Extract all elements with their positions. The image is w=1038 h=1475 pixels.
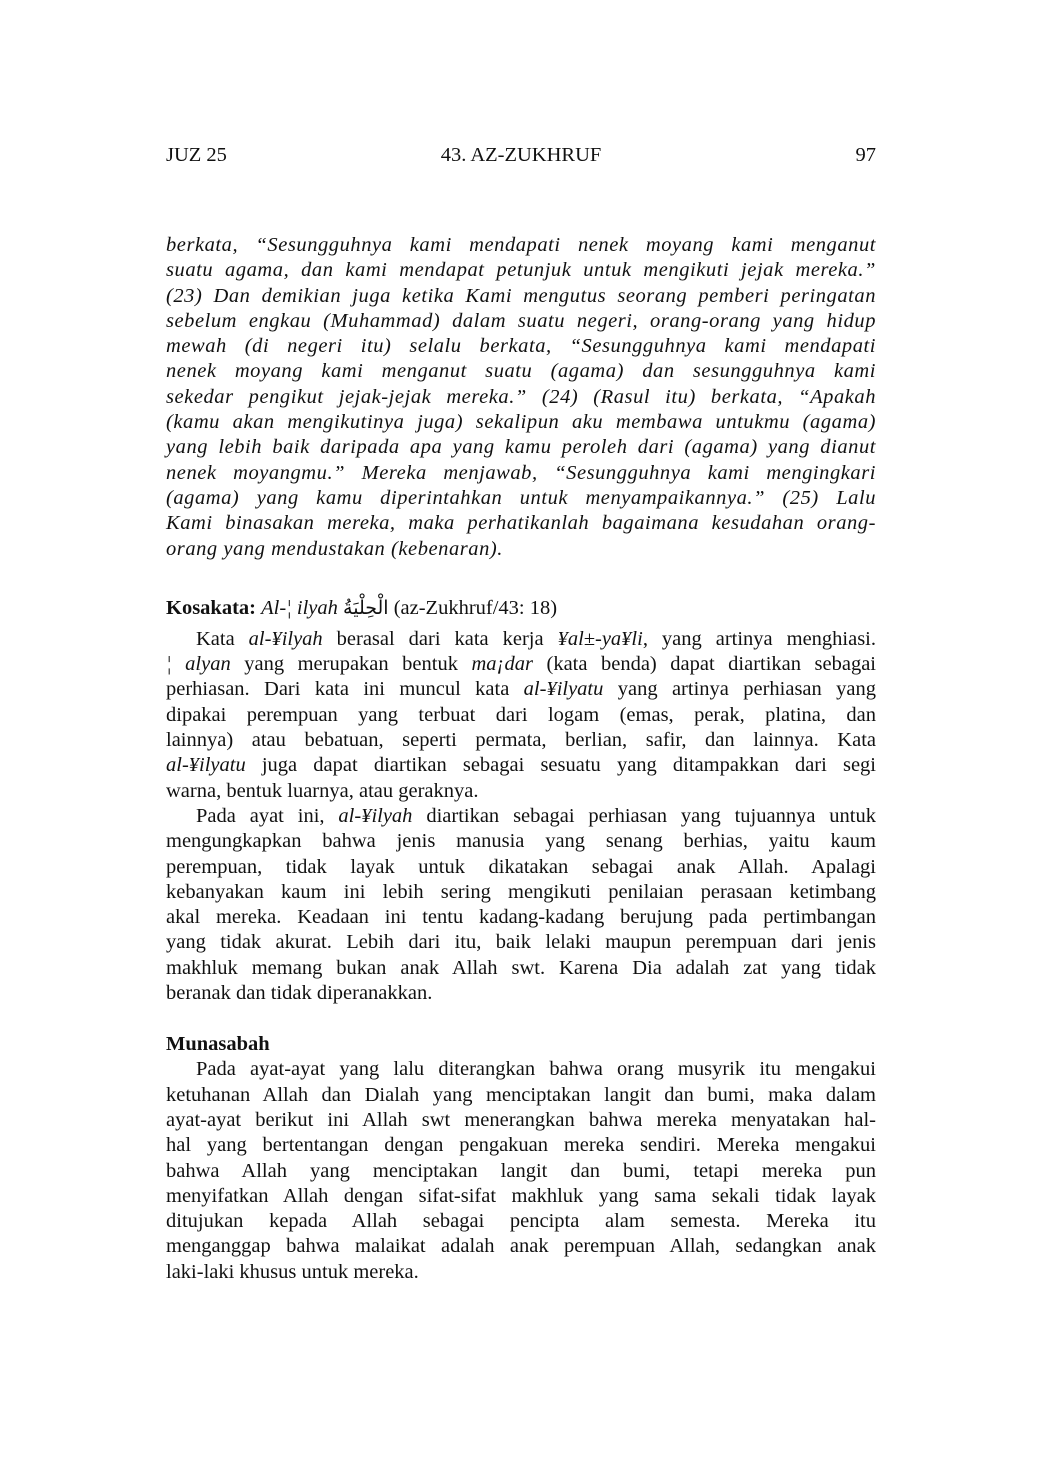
text-run: warna, bentuk luarnya, atau geraknya. [166,779,479,802]
text-run: akal mereka. Keadaan ini tentu kadang-kadang berujung pada pertimbangan [166,906,876,929]
kosakata-paragraph-1 [166,627,876,804]
text-line: menganggap bahwa malaikat adalah anak perempuan Allah, sedangkan anak [166,1235,876,1258]
running-header [166,144,876,174]
kosakata-heading [166,595,876,621]
juz-label: JUZ 25 [166,144,227,166]
text-line [166,956,876,981]
text-run: beranak dan tidak diperanakkan. [166,982,433,1005]
text-line [166,930,876,955]
text-line [166,753,876,778]
text-line [166,829,876,854]
page-number: 97 [855,144,876,166]
text-line: (agama) yang kamu diperintahkan untuk menyampaikannya.” (25) Lalu [166,486,876,509]
text-line: mewah (di negeri itu) selalu berkata, “Sesungguhnya kami mendapati [166,335,876,358]
text-line [166,804,876,829]
surah-title: 43. AZ-ZUKHRUF [440,144,602,166]
italic-term: al-¥ilyatu [166,754,246,777]
italic-term: al-¥ilyah [248,627,323,650]
text-line: nenek moyang kami menganut suatu (agama) dan sesungguhnya kami [166,360,876,383]
text-run: juga dapat diartikan sebagai sesuatu yang ditampakkan dari segi [245,754,876,777]
text-line [166,905,876,930]
text-line: (kamu akan mengikutinya juga) sekalipun aku membawa untukmu (agama) [166,411,876,434]
text-run: Kata [196,627,249,650]
text-run: yang artinya perhiasan yang [603,678,876,701]
text-run: dipakai perempuan yang terbuat dari logam (emas, perak, platina, dan [166,703,876,726]
munasabah-title: Munasabah [166,1033,270,1056]
text-line [166,652,876,677]
kosakata-paragraph-2 [166,804,876,1006]
italic-term: ¦ alyan [166,653,231,676]
text-line: sekedar pengikut jejak-jejak mereka.” (24) (Rasul itu) berkata, “Apakah [166,385,876,408]
translation-paragraph [166,233,876,562]
text-line: sebelum engkau (Muhammad) dalam suatu negeri, orang-orang yang hidup [166,309,876,332]
text-run: (kata benda) dapat diartikan sebagai [532,653,877,676]
text-line: ketuhanan Allah dan Dialah yang menciptakan langit dan bumi, maka dalam [166,1083,876,1106]
text-line: orang yang mendustakan (kebenaran). [166,537,503,560]
text-line [166,981,876,1006]
italic-term: ¥al±-ya¥li [557,627,643,650]
text-run: kebanyakan kaum ini lebih sering mengikuti penilaian perasaan ketimbang [166,880,876,903]
text-line [166,855,876,880]
text-run: diartikan sebagai perhiasan yang tujuannya untuk [412,804,877,827]
italic-term: al-¥ilyah [338,804,413,827]
munasabah-paragraph [166,1057,876,1285]
text-line: yang lebih baik daripada apa yang kamu peroleh dari (agama) yang dianut [166,436,876,459]
text-line: Kami binasakan mereka, maka perhatikanlah bagaimana kesudahan orang- [166,512,876,535]
page-content [166,233,876,1285]
text-run: yang merupakan bentuk [230,653,472,676]
text-line [166,627,876,652]
text-line: berkata, “Sesungguhnya kami mendapati nenek moyang kami menganut [166,234,876,256]
text-line: suatu agama, dan kami mendapat petunjuk untuk mengikuti jejak mereka.” [166,259,876,282]
text-line: menyifatkan Allah dengan sifat-sifat makhluk yang sama sekali tidak layak [166,1184,876,1207]
text-line: hal yang bertentangan dengan pengakuan mereka sendiri. Mereka mengakui [166,1134,876,1157]
kosakata-arabic: الْحِلْيَةُ [343,596,389,619]
kosakata-term: Al-¦ ilyah [261,596,338,619]
text-line: bahwa Allah yang menciptakan langit dan bumi, tetapi mereka pun [166,1159,876,1182]
kosakata-label: Kosakata: [166,596,256,619]
text-line [166,728,876,753]
text-line: (23) Dan demikian juga ketika Kami mengutus seorang pemberi peringatan [166,284,876,307]
italic-term: ma¡dar [471,653,533,676]
text-run: makhluk memang bukan anak Allah swt. Karena Dia adalah zat yang tidak [166,956,876,979]
kosakata-reference: (az-Zukhruf/43: 18) [393,596,558,619]
text-line [166,779,876,804]
text-line: nenek moyangmu.” Mereka menjawab, “Sesungguhnya kami mengingkari [166,461,876,484]
text-line: ditujukan kepada Allah sebagai pencipta alam semesta. Mereka itu [166,1210,876,1233]
text-line: laki-laki khusus untuk mereka. [166,1260,419,1283]
text-line: ayat-ayat berikut ini Allah swt menerangkan bahwa mereka menyatakan hal- [166,1108,876,1131]
text-line: Pada ayat-ayat yang lalu diterangkan bahwa orang musyrik itu mengakui [196,1058,876,1081]
text-run: mengungkapkan bahwa jenis manusia yang senang berhias, yaitu kaum [166,830,876,853]
text-line [166,703,876,728]
text-run: perempuan, tidak layak untuk dikatakan sebagai anak Allah. Apalagi [166,855,876,878]
text-run: berasal dari kata kerja [322,627,558,650]
text-run: perhiasan. Dari kata ini muncul kata [166,678,524,701]
text-line [166,677,876,702]
text-run: , yang artinya menghiasi. [642,627,877,650]
text-line [166,880,876,905]
text-run: lainnya) atau bebatuan, seperti permata, berlian, safir, dan lainnya. Kata [166,729,876,752]
text-run: Pada ayat ini, [196,804,339,827]
italic-term: al-¥ilyatu [523,678,604,701]
text-run: yang tidak akurat. Lebih dari itu, baik lelaki maupun perempuan dari jenis [166,931,876,954]
